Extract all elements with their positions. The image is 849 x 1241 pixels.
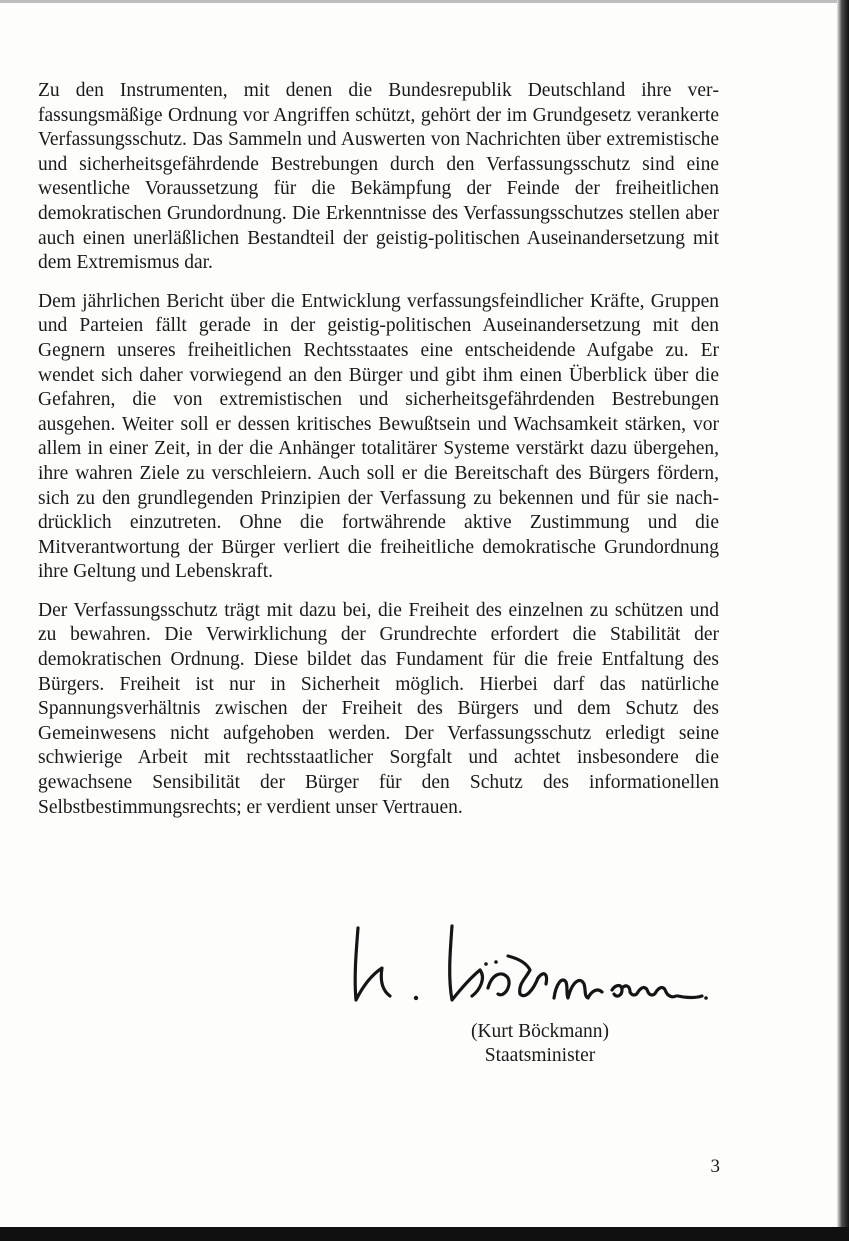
scan-bottom-edge <box>0 1227 849 1241</box>
top-edge-rule <box>0 0 849 3</box>
paragraph-3: Der Verfassungsschutz trägt mit dazu bei, die Freiheit des einzelnen zu schützen und zu bewahren. Die Verwirklichung der Grundrechte erfordert die Stabilität der demokratischen Ordnung. Diese bildet das Fundament für die freie Entfaltung des Bürgers. Freiheit ist nur in Sicherheit möglich. Hierbei darf das natürliche Spannungsverhältnis zwischen der Freiheit des Bürgers und dem Schutz des Gemeinwesens nicht aufgehoben werden. Der Verfassungsschutz erledigt seine schwierige Arbeit mit rechtsstaatlicher Sorgfalt und achtet insbesondere die gewachsene Sensibilität der Bürger für den Schutz des informationellen Selbstbestimmungsrechts; er verdient unser Vertrauen. <box>38 599 719 818</box>
scan-right-edge <box>837 0 849 1241</box>
paragraph-2: Dem jährlichen Bericht über die Entwicklung verfassungsfeindlicher Kräfte, Gruppen und Parteien fällt gerade in der geistig-politischen Auseinandersetzung mit den Gegnern unseres freiheitlichen Rechtsstaates eine entscheidende Aufgabe zu. Er wendet sich daher vorwiegend an den Bürger und gibt ihm einen Überblick über die Gefahren, die von extremistischen und sicherheitsgefährdenden Bestrebungen ausgehen. Weiter soll er dessen kritisches Bewußtsein und Wachsamkeit stärken, vor allem in einer Zeit, in der die Anhänger totalitärer Systeme verstärkt dazu übergehen, ihre wahren Ziele zu verschleiern. Auch soll er die Bereitschaft des Bürgers fördern, sich zu den grundlegenden Prinzipien der Verfassung zu bekennen und für sie nachdrücklich einzutreten. Ohne die fortwährende aktive Zustimmung und die Mitverantwortung der Bürger verliert die freiheitliche demokratische Grundordnung ihre Geltung und Lebenskraft. <box>38 290 719 583</box>
paragraph-1: Zu den Instrumenten, mit denen die Bundesrepublik Deutschland ihre verfassungsmäßige Ordnung vor Angriffen schützt, gehört der im Grundgesetz verankerte Verfassungsschutz. Das Sammeln und Auswerten von Nachrichten über extremistische und sicherheitsgefährdende Bestrebungen durch den Verfassungsschutz sind eine wesentliche Voraussetzung für die Bekämpfung der Feinde der freiheitlichen demokratischen Grundordnung. Die Erkenntnisse des Verfassungsschutzes stellen aber auch einen unerläßlichen Bestandteil der geistig-politischen Auseinandersetzung mit dem Extremismus dar. <box>38 80 719 274</box>
signatory-title: Staatsminister <box>484 1045 596 1066</box>
handwritten-signature <box>340 918 740 1018</box>
signatory-name: (Kurt Böckmann) <box>470 1021 610 1042</box>
body-text <box>38 79 719 834</box>
page-number: 3 <box>710 1156 720 1177</box>
signatory-block <box>440 1020 640 1068</box>
